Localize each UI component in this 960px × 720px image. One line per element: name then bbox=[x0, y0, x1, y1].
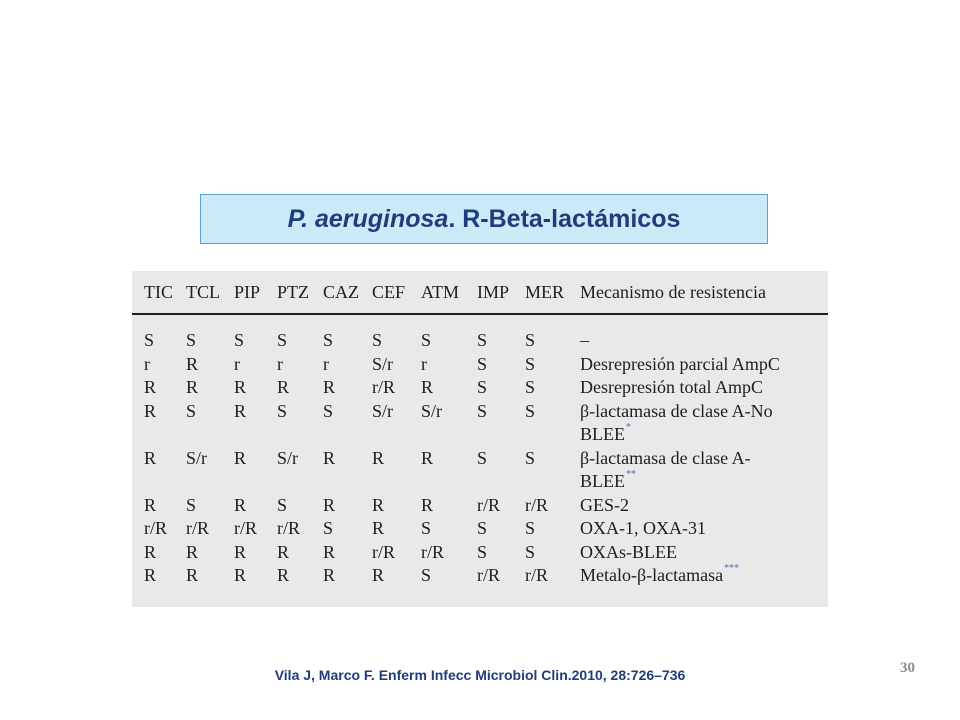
table-cell: S bbox=[277, 400, 288, 421]
table-cell: R bbox=[234, 447, 247, 468]
column-header: CEF bbox=[372, 282, 406, 302]
table-cell: r/R bbox=[372, 377, 396, 397]
table-row bbox=[132, 376, 828, 400]
table-cell: R bbox=[186, 377, 199, 397]
table-cell: R bbox=[144, 447, 157, 468]
mechanism-text: OXA-1, OXA-31 bbox=[580, 518, 706, 538]
table-cell: S bbox=[525, 330, 536, 350]
table-body bbox=[132, 313, 828, 588]
table-row bbox=[132, 494, 828, 518]
table-cell: R bbox=[372, 494, 385, 515]
footnote-marker: *** bbox=[724, 563, 740, 574]
column-header: TIC bbox=[144, 282, 173, 302]
table-row bbox=[132, 447, 828, 494]
table-cell: R bbox=[421, 494, 434, 515]
table-cell: R bbox=[277, 377, 290, 397]
table-cell: S bbox=[525, 377, 536, 397]
table-cell: S bbox=[477, 400, 488, 421]
table-cell: r/R bbox=[277, 518, 301, 538]
table-cell: S/r bbox=[421, 400, 443, 421]
table-cell: R bbox=[234, 565, 247, 585]
table-cell: S bbox=[525, 400, 536, 421]
table-cell: S bbox=[477, 330, 488, 350]
table-cell: r/R bbox=[421, 541, 445, 562]
table-cell: R bbox=[277, 565, 290, 585]
mechanism-cell bbox=[580, 517, 828, 541]
table-cell: S bbox=[372, 330, 383, 350]
table-cell: R bbox=[277, 541, 290, 562]
resistance-table-panel bbox=[132, 271, 828, 607]
table-row bbox=[132, 353, 828, 377]
mechanism-cell bbox=[580, 353, 828, 377]
mechanism-text: β-lactamasa de clase A-No bbox=[580, 400, 773, 421]
table-cell: S bbox=[477, 541, 488, 562]
table-cell: S/r bbox=[372, 400, 394, 421]
column-header: MER bbox=[525, 282, 565, 302]
column-header: PIP bbox=[234, 282, 261, 302]
table-cell: R bbox=[372, 447, 385, 468]
title-rest: . R-Beta-lactámicos bbox=[448, 204, 681, 233]
table-cell: S bbox=[477, 447, 488, 468]
table-cell: S bbox=[525, 541, 536, 562]
table-cell: S bbox=[186, 330, 197, 350]
table-cell: R bbox=[234, 541, 247, 562]
table-cell: R bbox=[144, 494, 157, 515]
column-header: CAZ bbox=[323, 282, 359, 302]
table-cell: S bbox=[525, 518, 536, 538]
table-cell: S/r bbox=[186, 447, 208, 468]
mechanism-cell bbox=[580, 564, 828, 588]
table-cell: S/r bbox=[372, 353, 394, 374]
mechanism-cell bbox=[580, 376, 828, 400]
footnote-marker: * bbox=[626, 422, 631, 433]
table-cell: S bbox=[421, 565, 432, 585]
table-cell: R bbox=[234, 494, 247, 515]
table-cell: S bbox=[277, 494, 288, 515]
column-header: TCL bbox=[186, 282, 220, 302]
slide-title bbox=[200, 194, 768, 244]
table-cell: r/R bbox=[144, 518, 168, 538]
title-species: P. aeruginosa bbox=[287, 204, 449, 233]
table-cell: R bbox=[234, 400, 247, 421]
table-cell: R bbox=[372, 565, 385, 585]
mechanism-text: Desrepresión total AmpC bbox=[580, 377, 763, 397]
table-row bbox=[132, 564, 828, 588]
table-cell: R bbox=[144, 565, 157, 585]
mechanism-cell bbox=[580, 494, 828, 518]
mechanism-cell bbox=[580, 400, 828, 447]
table-cell: R bbox=[234, 377, 247, 397]
table-cell: S bbox=[421, 518, 432, 538]
table-cell: r/R bbox=[186, 518, 210, 538]
table-cell: S bbox=[525, 447, 536, 468]
table-row bbox=[132, 517, 828, 541]
table-cell: r bbox=[234, 353, 240, 374]
mechanism-cell bbox=[580, 447, 828, 494]
column-header: IMP bbox=[477, 282, 510, 302]
table-cell: r/R bbox=[477, 494, 501, 515]
table-cell: R bbox=[323, 447, 336, 468]
table-cell: S bbox=[477, 518, 488, 538]
table-cell: R bbox=[186, 565, 199, 585]
table-cell: R bbox=[144, 400, 157, 421]
mechanism-text-continued: BLEE bbox=[580, 424, 625, 444]
table-cell: S bbox=[477, 353, 488, 374]
table-cell: r/R bbox=[525, 494, 549, 515]
table-cell: S bbox=[186, 494, 197, 515]
mechanism-text: Metalo-β-lactamasa bbox=[580, 565, 724, 585]
mechanism-text-continued: BLEE bbox=[580, 471, 625, 491]
table-cell: S bbox=[186, 400, 197, 421]
table-cell: r/R bbox=[525, 565, 549, 585]
table-cell: S bbox=[323, 400, 334, 421]
mechanism-text: OXAs-BLEE bbox=[580, 541, 677, 562]
mechanism-cell bbox=[580, 541, 828, 565]
mechanism-text: Desrepresión parcial AmpC bbox=[580, 353, 780, 374]
mechanism-cell bbox=[580, 313, 828, 353]
table-cell: S/r bbox=[277, 447, 299, 468]
table-cell: S bbox=[144, 330, 155, 350]
table-cell: S bbox=[277, 330, 288, 350]
table-cell: R bbox=[421, 447, 434, 468]
table-cell: R bbox=[144, 541, 157, 562]
table-cell: R bbox=[421, 377, 434, 397]
table-header-row bbox=[132, 271, 828, 313]
table-cell: R bbox=[186, 353, 199, 374]
table-cell: S bbox=[234, 330, 245, 350]
table-cell: r bbox=[323, 353, 329, 374]
table-cell: S bbox=[323, 330, 334, 350]
table-cell: R bbox=[323, 377, 336, 397]
table-row bbox=[132, 313, 828, 353]
table-cell: R bbox=[144, 377, 157, 397]
citation: Vila J, Marco F. Enferm Infecc Microbiol Clin.2010, 28:726–736 bbox=[274, 667, 686, 683]
table-cell: R bbox=[186, 541, 199, 562]
table-cell: r/R bbox=[477, 565, 501, 585]
page-number: 30 bbox=[900, 660, 915, 676]
table-cell: r/R bbox=[234, 518, 258, 538]
table-cell: r/R bbox=[372, 541, 396, 562]
table-cell: S bbox=[525, 353, 536, 374]
mechanism-text: – bbox=[580, 330, 589, 350]
table-cell: r bbox=[144, 353, 150, 374]
column-header: Mecanismo de resistencia bbox=[580, 282, 766, 302]
mechanism-text: β-lactamasa de clase A- bbox=[580, 447, 751, 468]
table-cell: r bbox=[277, 353, 283, 374]
table-cell: S bbox=[421, 330, 432, 350]
table-cell: S bbox=[477, 377, 488, 397]
table-cell: R bbox=[323, 565, 336, 585]
column-header: PTZ bbox=[277, 282, 310, 302]
footnote-marker: ** bbox=[626, 469, 636, 480]
resistance-table bbox=[132, 271, 828, 588]
mechanism-text: GES-2 bbox=[580, 494, 629, 515]
table-row bbox=[132, 541, 828, 565]
table-row bbox=[132, 400, 828, 447]
table-cell: r bbox=[421, 353, 427, 374]
table-cell: S bbox=[323, 518, 334, 538]
table-cell: R bbox=[323, 494, 336, 515]
table-cell: R bbox=[323, 541, 336, 562]
column-header: ATM bbox=[421, 282, 460, 302]
table-cell: R bbox=[372, 518, 385, 538]
